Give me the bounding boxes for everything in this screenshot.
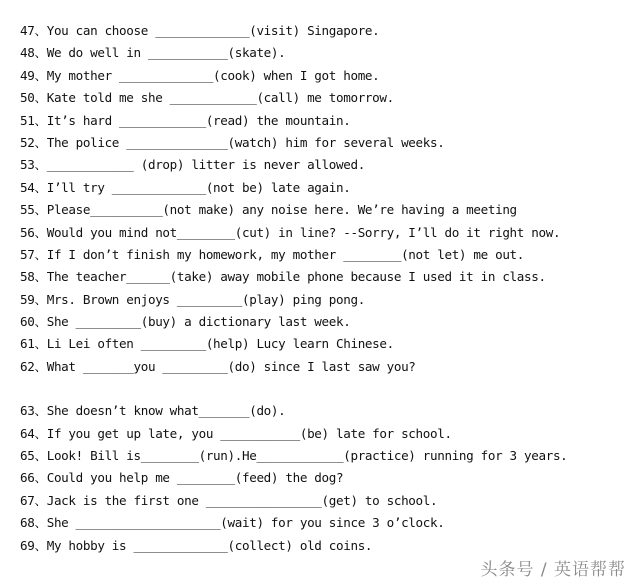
question-line: 58、The teacher______(take) away mobile phone because I used it in class. [20, 269, 546, 285]
question-line: 64、If you get up late, you ___________(be) late for school. [20, 425, 452, 441]
question-line: 67、Jack is the first one ________________(get) to school. [20, 492, 438, 508]
question-line: 55、Please__________(not make) any noise here. We’re having a meeting [20, 202, 517, 218]
question-line: 57、If I don’t finish my homework, my mother ________(not let) me out. [20, 246, 525, 262]
question-line: 54、I’ll try _____________(not be) late again. [20, 179, 351, 195]
question-line: 53、____________ (drop) litter is never allowed. [20, 157, 365, 173]
question-line: 56、Would you mind not________(cut) in line? --Sorry, I’ll do it right now. [20, 224, 561, 240]
question-line: 62、What _______you _________(do) since I last saw you? [20, 358, 416, 374]
question-line: 50、Kate told me she ____________(call) me tomorrow. [20, 90, 394, 106]
watermark: 头条号 / 英语帮帮 [480, 560, 626, 580]
question-line: 52、The police ______________(watch) him for several weeks. [20, 134, 445, 150]
question-line: 63、She doesn’t know what_______(do). [20, 403, 286, 419]
question-line: 61、Li Lei often _________(help) Lucy learn Chinese. [20, 336, 394, 352]
exercise-sheet [20, 20, 630, 557]
question-line: 66、Could you help me ________(feed) the dog? [20, 470, 344, 486]
question-line: 51、It’s hard ____________(read) the mountain. [20, 112, 351, 128]
question-line: 59、Mrs. Brown enjoys _________(play) ping pong. [20, 291, 365, 307]
question-line: 65、Look! Bill is________(run).He____________(practice) running for 3 years. [20, 448, 568, 464]
question-line: 69、My hobby is _____________(collect) old coins. [20, 537, 373, 553]
question-line: 48、We do well in ___________(skate). [20, 45, 286, 61]
question-line: 60、She _________(buy) a dictionary last week. [20, 314, 351, 330]
question-line: 49、My mother _____________(cook) when I got home. [20, 67, 380, 83]
section-gap [20, 378, 630, 400]
question-line: 68、She ____________________(wait) for you since 3 o’clock. [20, 515, 445, 531]
question-line: 47、You can choose _____________(visit) Singapore. [20, 23, 380, 38]
